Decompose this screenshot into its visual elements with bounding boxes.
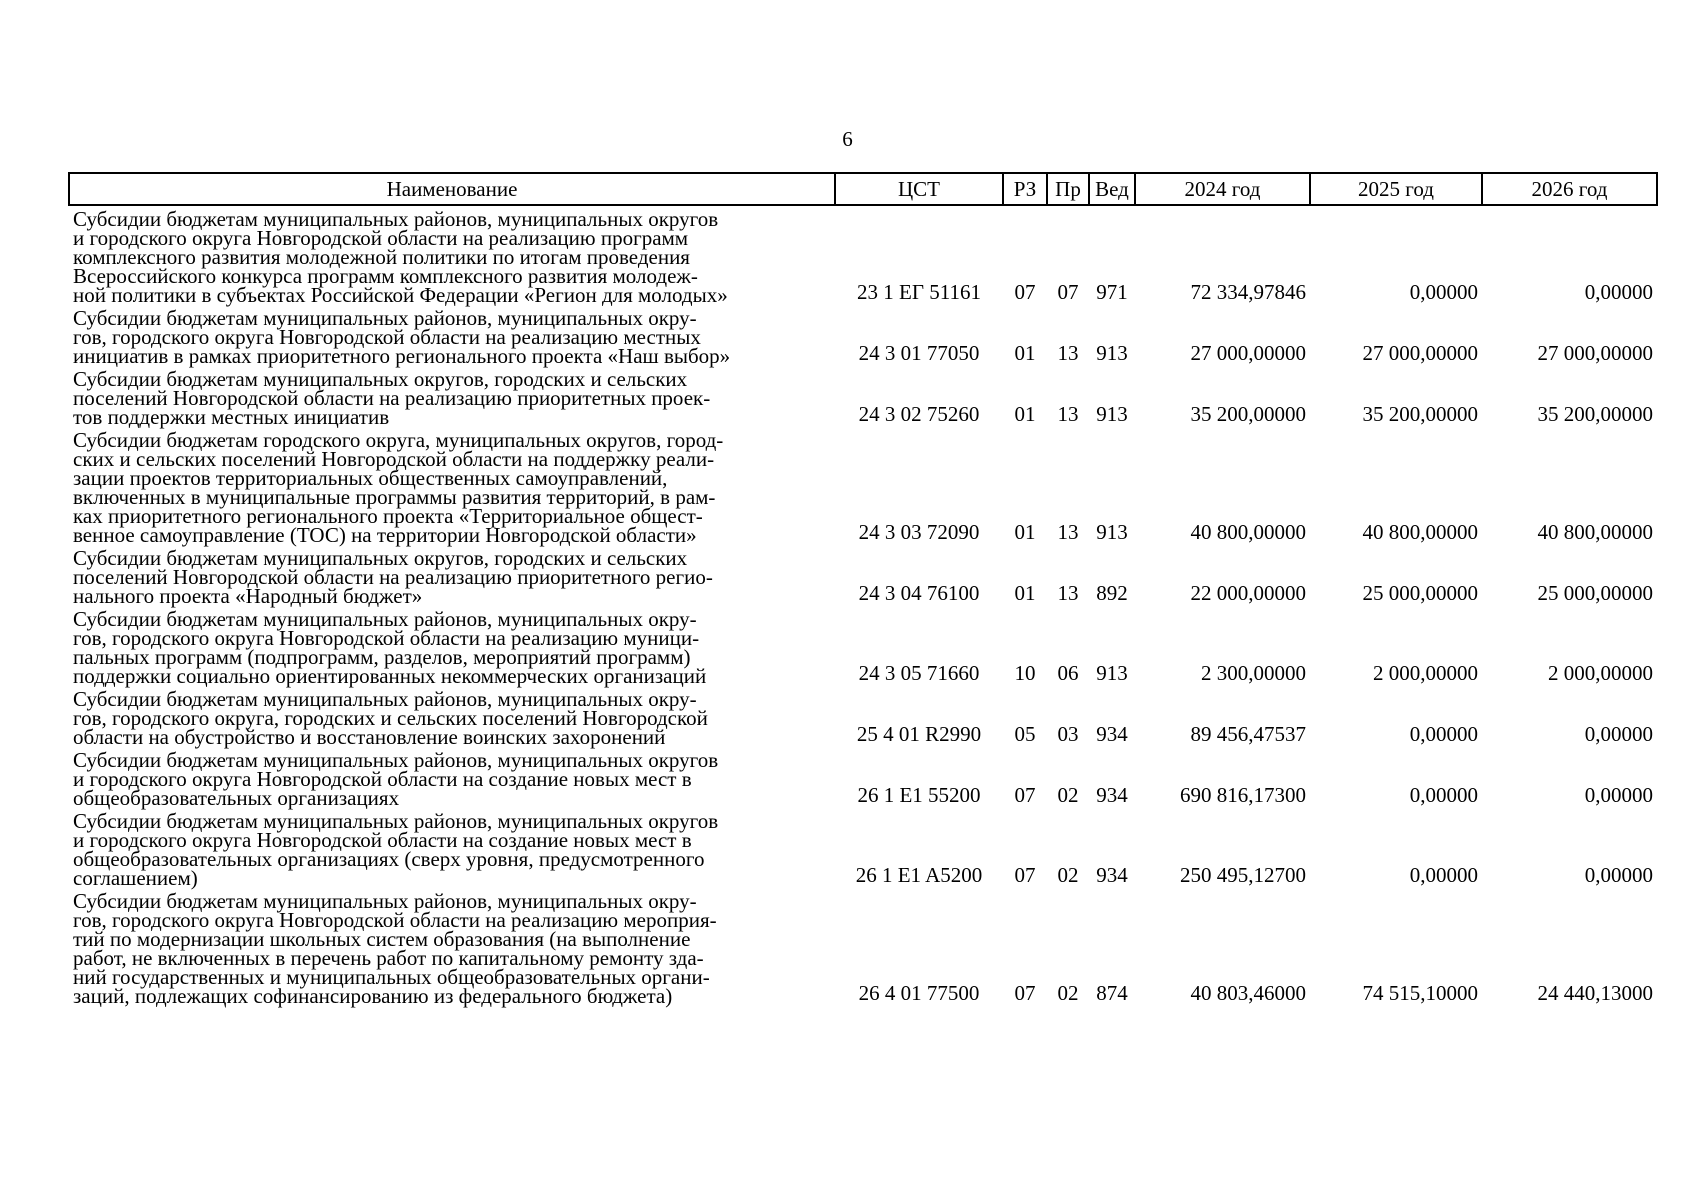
name-line: ной политики в субъектах Российской Федерации «Регион для молодых» <box>73 283 728 307</box>
name-line: гов, городского округа Новгородской области на реализацию муници- <box>73 626 700 650</box>
cell-cst: 24 3 02 75260 <box>858 402 980 426</box>
cell-ved: 934 <box>1096 722 1128 746</box>
name-line: Субсидии бюджетам муниципальных районов, муниципальных округов <box>73 748 719 772</box>
cell-cst: 24 3 01 77050 <box>858 341 980 365</box>
table-row <box>69 205 1657 305</box>
name-line: поддержки социально ориентированных некоммерческих организаций <box>73 664 707 688</box>
cell-pr: 02 <box>1057 863 1079 887</box>
cell-name <box>69 808 835 888</box>
table-row <box>69 427 1657 545</box>
table-row <box>69 366 1657 427</box>
name-line: гов, городского округа Новгородской области на реализацию мероприя- <box>73 908 717 932</box>
table-row <box>69 808 1657 888</box>
name-line: включенных в муниципальные программы развития территорий, в рам- <box>73 485 716 509</box>
name-line: ках приоритетного регионального проекта «Территориальное общест- <box>73 504 703 528</box>
table-row <box>69 545 1657 606</box>
table-row <box>69 888 1657 1006</box>
header-ved: Вед <box>1089 173 1135 205</box>
cell-ved: 913 <box>1096 341 1128 365</box>
cell-ved: 971 <box>1096 280 1128 304</box>
cell-cst: 24 3 03 72090 <box>858 520 980 544</box>
cell-pr: 02 <box>1057 981 1079 1005</box>
cell-2024: 690 816,17300 <box>1180 783 1306 807</box>
cell-2026: 25 000,00000 <box>1537 581 1653 605</box>
cell-rz: 07 <box>1014 981 1036 1005</box>
cell-2025: 0,00000 <box>1409 280 1478 304</box>
name-line: гов, городского округа, городских и сельских поселений Новгородской <box>73 706 708 730</box>
cell-pr: 07 <box>1057 280 1079 304</box>
cell-name <box>69 205 835 305</box>
name-line: комплексного развития молодежной политики по итогам проведения <box>73 245 690 269</box>
cell-rz: 01 <box>1014 402 1036 426</box>
name-line: общеобразовательных организациях <box>73 786 400 810</box>
table-header-row <box>69 173 1657 205</box>
cell-cst: 26 1 E1 A5200 <box>855 863 983 887</box>
cell-ved: 934 <box>1096 863 1128 887</box>
cell-2025: 74 515,10000 <box>1362 981 1478 1005</box>
cell-2024: 250 495,12700 <box>1180 863 1306 887</box>
name-line: ских и сельских поселений Новгородской области на поддержку реали- <box>73 447 715 471</box>
name-line: заций, подлежащих софинансированию из федерального бюджета) <box>73 984 673 1008</box>
cell-pr: 06 <box>1057 661 1079 685</box>
name-line: Субсидии бюджетам муниципальных районов, муниципальных окру- <box>73 889 697 913</box>
header-pr: Пр <box>1047 173 1089 205</box>
cell-2026: 24 440,13000 <box>1537 981 1653 1005</box>
cell-cst: 23 1 ЕГ 51161 <box>857 280 981 304</box>
table-row <box>69 305 1657 366</box>
name-line: Субсидии бюджетам муниципальных районов, муниципальных окру- <box>73 306 697 330</box>
name-line: Субсидии бюджетам муниципальных районов, муниципальных округов <box>73 809 719 833</box>
name-line: и городского округа Новгородской области на создание новых мест в <box>73 767 692 791</box>
page-number: 6 <box>842 127 853 151</box>
cell-pr: 13 <box>1057 520 1079 544</box>
cell-2026: 0,00000 <box>1584 280 1653 304</box>
name-line: Субсидии бюджетам муниципальных округов, городских и сельских <box>73 367 688 391</box>
cell-cst: 24 3 04 76100 <box>858 581 980 605</box>
name-line: Субсидии бюджетам муниципальных округов, городских и сельских <box>73 546 688 570</box>
name-line: и городского округа Новгородской области на создание новых мест в <box>73 828 692 852</box>
cell-name <box>69 545 835 606</box>
cell-cst: 26 1 E1 55200 <box>857 783 981 807</box>
cell-2026: 0,00000 <box>1584 783 1653 807</box>
cell-ved: 934 <box>1096 783 1128 807</box>
name-line: Субсидии бюджетам муниципальных районов, муниципальных округов <box>73 207 719 231</box>
cell-ved: 892 <box>1096 581 1128 605</box>
cell-rz: 01 <box>1014 520 1036 544</box>
cell-pr: 03 <box>1057 722 1079 746</box>
cell-cst: 25 4 01 R2990 <box>856 722 982 746</box>
header-rz: РЗ <box>1003 173 1047 205</box>
header-name: Наименование <box>69 173 835 205</box>
cell-name <box>69 606 835 686</box>
name-line: гов, городского округа Новгородской области на реализацию местных <box>73 325 701 349</box>
header-2026: 2026 год <box>1482 173 1657 205</box>
cell-2026: 0,00000 <box>1584 863 1653 887</box>
cell-cst: 24 3 05 71660 <box>858 661 980 685</box>
cell-cst: 26 4 01 77500 <box>858 981 980 1005</box>
cell-2024: 40 803,46000 <box>1190 981 1306 1005</box>
cell-pr: 13 <box>1057 402 1079 426</box>
cell-2024: 2 300,00000 <box>1201 661 1306 685</box>
name-line: соглашением) <box>73 866 198 890</box>
cell-2026: 2 000,00000 <box>1548 661 1653 685</box>
table-row <box>69 747 1657 808</box>
cell-2025: 0,00000 <box>1409 783 1478 807</box>
cell-2025: 0,00000 <box>1409 722 1478 746</box>
cell-2024: 35 200,00000 <box>1190 402 1306 426</box>
cell-name <box>69 305 835 366</box>
cell-pr: 13 <box>1057 341 1079 365</box>
name-line: и городского округа Новгородской области на реализацию программ <box>73 226 689 250</box>
cell-2025: 0,00000 <box>1409 863 1478 887</box>
name-line: ний государственных и муниципальных общеобразовательных органи- <box>73 965 710 989</box>
cell-ved: 913 <box>1096 520 1128 544</box>
name-line: Субсидии бюджетам муниципальных районов, муниципальных окру- <box>73 607 697 631</box>
cell-2025: 2 000,00000 <box>1373 661 1478 685</box>
name-line: поселений Новгородской области на реализацию приоритетных проек- <box>73 386 711 410</box>
header-2024: 2024 год <box>1135 173 1310 205</box>
cell-2024: 89 456,47537 <box>1190 722 1306 746</box>
cell-rz: 05 <box>1014 722 1036 746</box>
cell-rz: 01 <box>1014 581 1036 605</box>
header-cst: ЦСТ <box>835 173 1003 205</box>
name-line: нального проекта «Народный бюджет» <box>73 584 423 608</box>
cell-2026: 40 800,00000 <box>1537 520 1653 544</box>
table-row <box>69 686 1657 747</box>
cell-2026: 27 000,00000 <box>1537 341 1653 365</box>
name-line: зации проектов территориальных общественных самоуправлений, <box>73 466 668 490</box>
name-line: венное самоуправление (ТОС) на территории Новгородской области» <box>73 523 697 547</box>
cell-2025: 27 000,00000 <box>1362 341 1478 365</box>
cell-pr: 02 <box>1057 783 1079 807</box>
cell-pr: 13 <box>1057 581 1079 605</box>
cell-rz: 07 <box>1014 863 1036 887</box>
cell-2025: 35 200,00000 <box>1362 402 1478 426</box>
cell-2024: 27 000,00000 <box>1190 341 1306 365</box>
cell-rz: 10 <box>1014 661 1036 685</box>
name-line: поселений Новгородской области на реализацию приоритетного регио- <box>73 565 713 589</box>
name-line: Субсидии бюджетам городского округа, муниципальных округов, город- <box>73 428 724 452</box>
cell-ved: 874 <box>1096 981 1128 1005</box>
name-line: области на обустройство и восстановление воинских захоронений <box>73 725 666 749</box>
cell-ved: 913 <box>1096 402 1128 426</box>
cell-name <box>69 747 835 808</box>
name-line: работ, не включенных в перечень работ по капитальному ремонту зда- <box>73 946 704 970</box>
name-line: общеобразовательных организациях (сверх уровня, предусмотренного <box>73 847 705 871</box>
cell-2024: 72 334,97846 <box>1190 280 1306 304</box>
cell-name <box>69 366 835 427</box>
cell-2026: 35 200,00000 <box>1537 402 1653 426</box>
cell-rz: 01 <box>1014 341 1036 365</box>
cell-name <box>69 686 835 747</box>
cell-2025: 25 000,00000 <box>1362 581 1478 605</box>
name-line: пальных программ (подпрограмм, разделов, мероприятий программ) <box>73 645 691 669</box>
cell-2024: 22 000,00000 <box>1190 581 1306 605</box>
name-line: тов поддержки местных инициатив <box>73 405 390 429</box>
cell-rz: 07 <box>1014 280 1036 304</box>
name-line: инициатив в рамках приоритетного регионального проекта «Наш выбор» <box>73 344 731 368</box>
cell-name <box>69 427 835 545</box>
cell-2024: 40 800,00000 <box>1190 520 1306 544</box>
cell-2026: 0,00000 <box>1584 722 1653 746</box>
cell-name <box>69 888 835 1006</box>
name-line: Субсидии бюджетам муниципальных районов, муниципальных окру- <box>73 687 697 711</box>
table-row <box>69 606 1657 686</box>
name-line: тий по модернизации школьных систем образования (на выполнение <box>73 927 691 951</box>
cell-2025: 40 800,00000 <box>1362 520 1478 544</box>
table-body <box>69 205 1657 1006</box>
budget-table <box>68 172 1658 1006</box>
cell-ved: 913 <box>1096 661 1128 685</box>
header-2025: 2025 год <box>1310 173 1482 205</box>
name-line: Всероссийского конкурса программ комплексного развития молодеж- <box>73 264 698 288</box>
cell-rz: 07 <box>1014 783 1036 807</box>
